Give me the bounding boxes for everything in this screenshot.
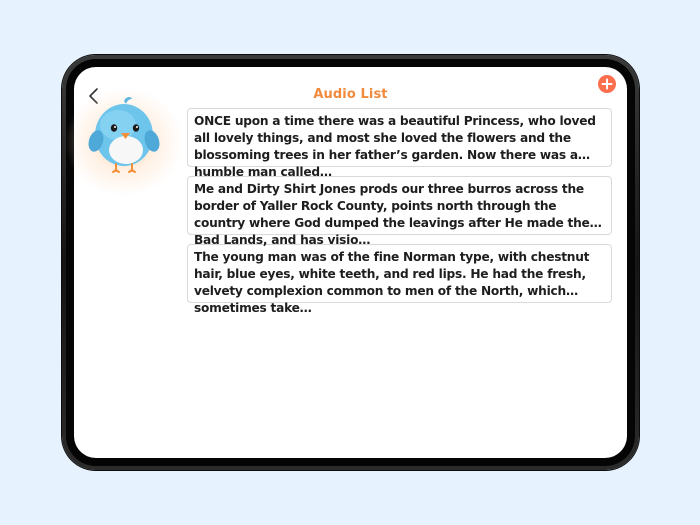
blue-bird-icon xyxy=(88,95,160,175)
audio-list xyxy=(187,108,612,315)
audio-list-item[interactable] xyxy=(187,244,612,315)
audio-item-text: ONCE upon a time there was a beautiful Princess, who loved all lovely things, and most she loved the flowers and the blossoming trees in her father’s garden. Now there was a humble man called… xyxy=(194,114,596,179)
app-screen xyxy=(74,67,627,458)
tablet-frame xyxy=(62,55,639,470)
audio-list-item[interactable] xyxy=(187,176,612,247)
audio-item-text: Me and Dirty Shirt Jones prods our three burros across the border of Yaller Rock County, points north through the country where God dumped the leavings after He made the Bad Lands, and has visio… xyxy=(194,182,590,247)
plus-icon xyxy=(598,75,616,93)
add-audio-button[interactable] xyxy=(598,75,616,93)
audio-item-text: The young man was of the fine Norman type, with chestnut hair, blue eyes, white teeth, and red lips. He had the fresh, velvety complexion common to men of the North, which sometimes take… xyxy=(194,250,590,315)
page-title: Audio List xyxy=(313,87,388,102)
audio-list-item[interactable] xyxy=(187,108,612,179)
